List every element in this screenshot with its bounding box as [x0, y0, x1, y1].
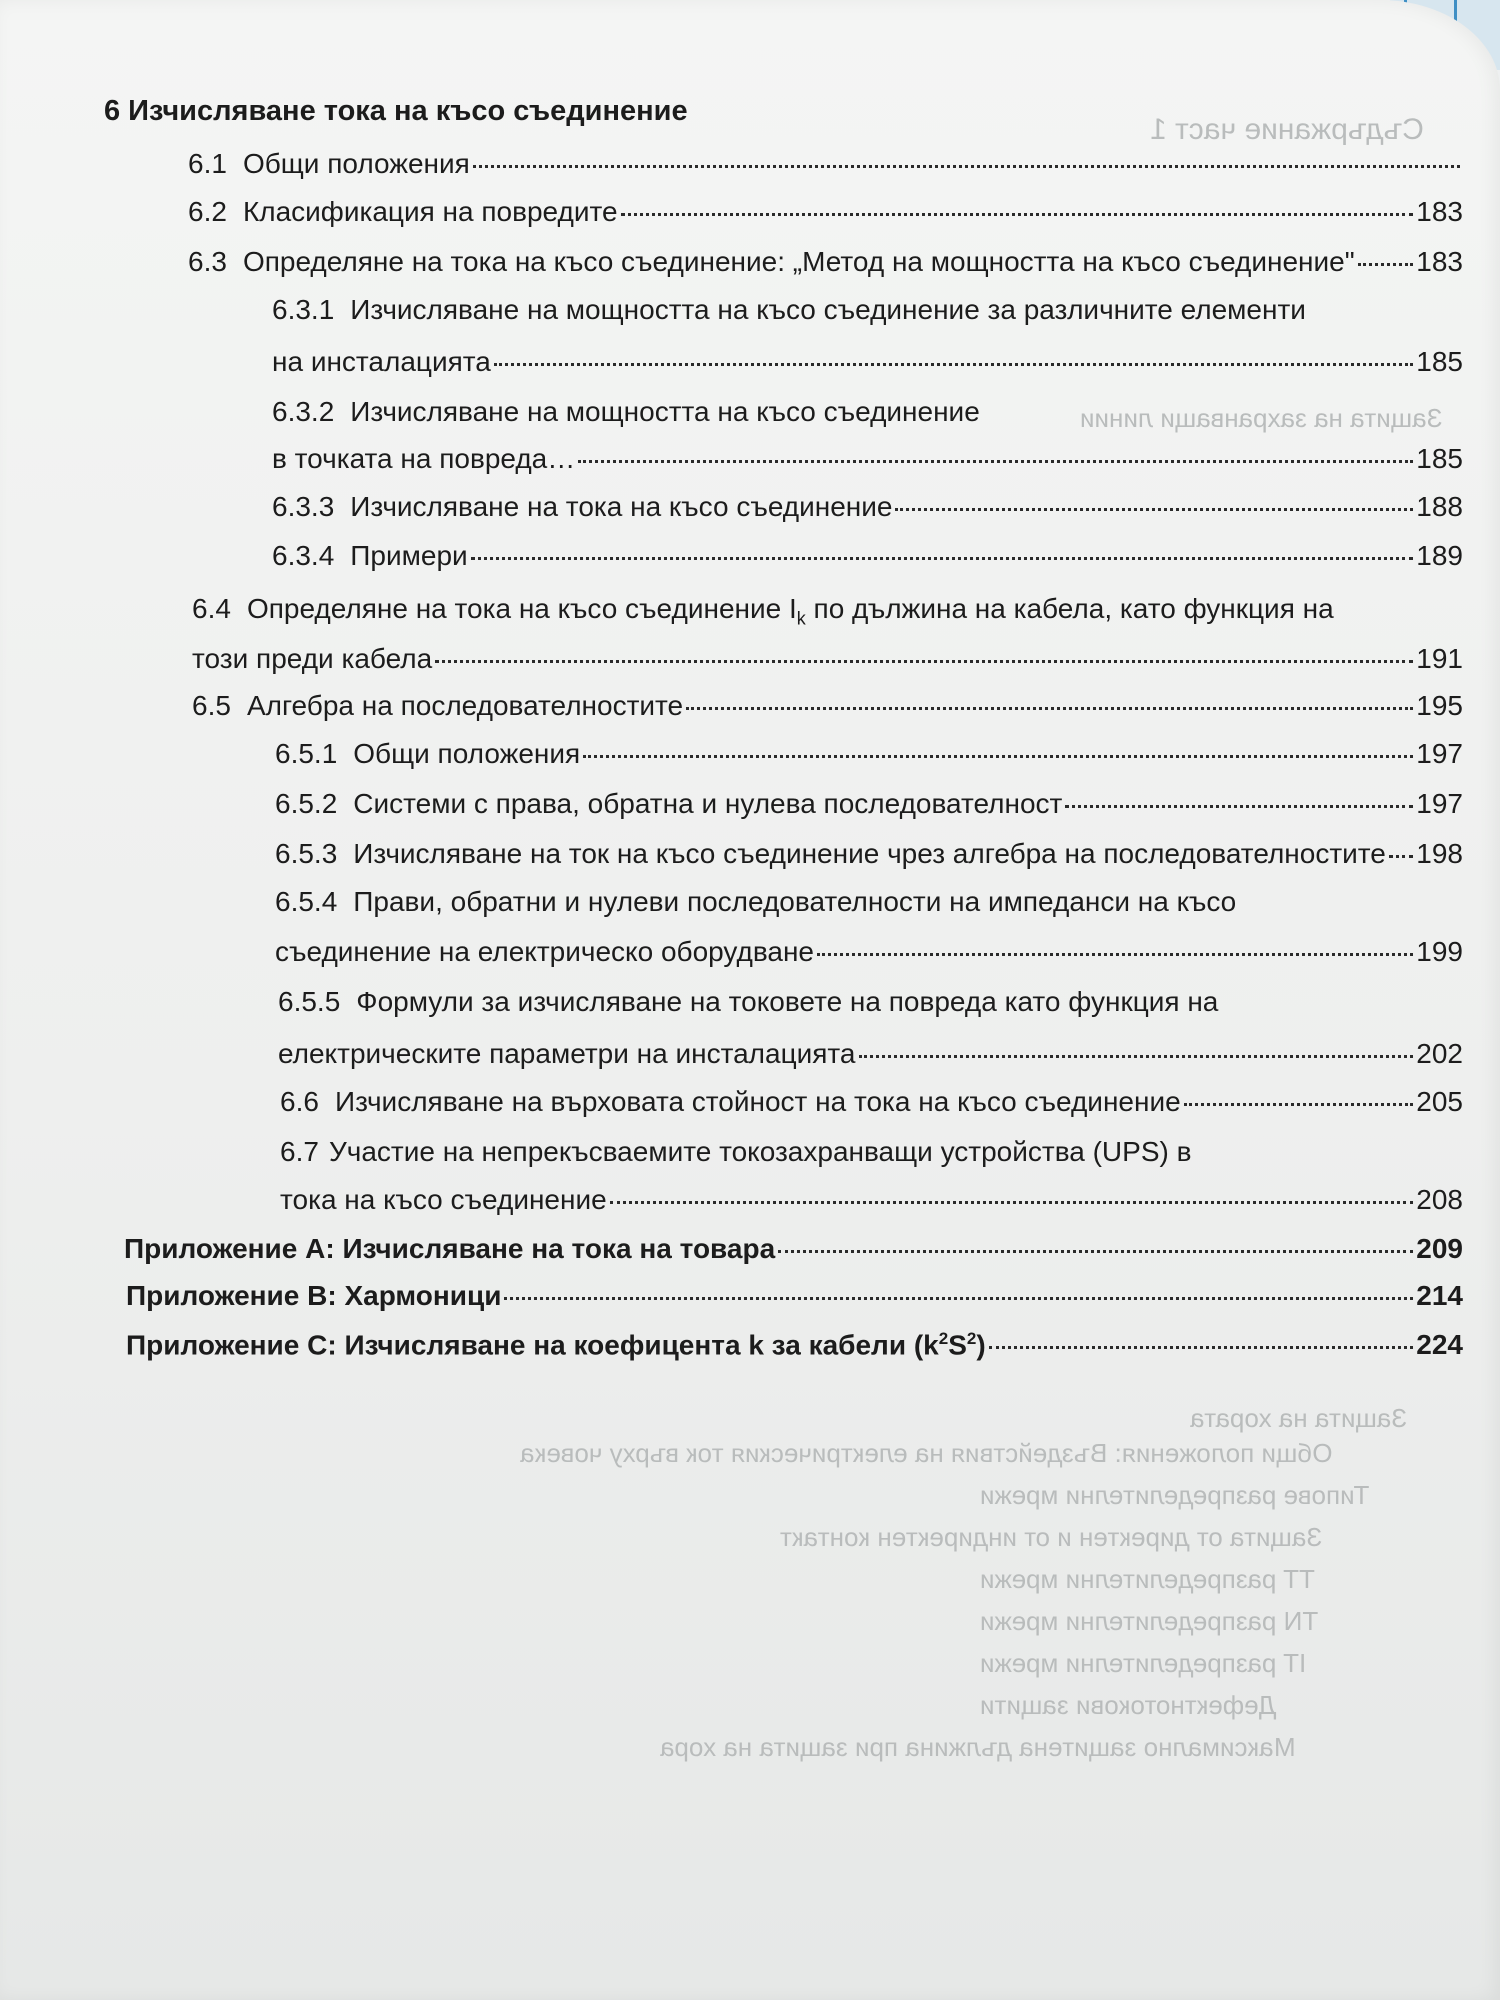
- show-through-text: IT разпределителни мрежи: [980, 1648, 1307, 1678]
- toc-entry-line2[interactable]: този преди кабела 191: [192, 643, 1463, 674]
- toc-entry-line2[interactable]: съединение на електрическо оборудване 199: [275, 936, 1463, 967]
- appendix-entry[interactable]: Приложение В: Хармоници 214: [126, 1280, 1463, 1311]
- toc-entry[interactable]: 6.1 Общи положения: [188, 150, 1463, 178]
- toc-entry[interactable]: 6.2 Класификация на повредите 183: [188, 196, 1463, 227]
- appendix-entry[interactable]: Приложение С: Изчисляване на коефицента k за кабели $(k^2S^2)$ 224: [126, 1329, 1463, 1361]
- toc-entry-line1[interactable]: 6.3.1 Изчисляване на мощността на късо съединение за различните елементи: [272, 294, 1306, 325]
- toc-entry-line2[interactable]: на инсталацията 185: [272, 346, 1463, 377]
- toc-entry[interactable]: 6.5.2 Системи с права, обратна и нулева последователност 197: [275, 788, 1463, 819]
- show-through-text: Защита на хората: [1190, 1403, 1408, 1433]
- toc-entry-line1[interactable]: 6.5.4 Прави, обратни и нулеви последователности на импеданси на късо: [275, 886, 1237, 917]
- toc-entry[interactable]: 6.3.4 Примери 189: [272, 540, 1463, 571]
- toc-entry-line1[interactable]: 6.7 Участие на непрекъсваемите токозахранващи устройства (UPS) в: [280, 1136, 1192, 1167]
- toc-entry[interactable]: 6.5.1 Общи положения 197: [275, 738, 1463, 769]
- show-through-text: Дефектнотокови защити: [980, 1690, 1277, 1720]
- toc-entry-line2[interactable]: електрическите параметри на инсталацията 202: [278, 1038, 1463, 1069]
- show-through-text: Съдържание част 1: [1150, 113, 1424, 146]
- show-through-text: Максимално защитена дължина при защита на хора: [660, 1732, 1296, 1762]
- toc-entry[interactable]: 6.3.3 Изчисляване на тока на късо съединение 188: [272, 491, 1463, 522]
- show-through-text: Защита от директен и от индиректен контакт: [780, 1522, 1323, 1552]
- show-through-text: Общи положения: Въздействия на електрическия ток върху човека: [520, 1438, 1333, 1468]
- toc-entry[interactable]: 6.5 Алгебра на последователностите 195: [192, 690, 1463, 721]
- toc-entry[interactable]: 6.3 Определяне на тока на късо съединение: „Метод на мощността на късо съединение" 183: [188, 246, 1463, 277]
- show-through-text: Типове разпределителни мрежи: [980, 1480, 1370, 1510]
- appendix-entry[interactable]: Приложение А: Изчисляване на тока на товара 209: [124, 1233, 1463, 1264]
- show-through-text: Защита на захранващи линии: [1080, 403, 1443, 433]
- toc-entry-line1[interactable]: 6.3.2 Изчисляване на мощността на късо съединение: [272, 396, 980, 427]
- toc-entry-line2[interactable]: в точката на повреда… 185: [272, 443, 1463, 474]
- chapter-heading: 6 Изчисляване тока на късо съединение: [104, 95, 688, 127]
- toc-entry-line2[interactable]: тока на късо съединение 208: [280, 1184, 1463, 1215]
- toc-entry[interactable]: 6.6 Изчисляване на върховата стойност на тока на късо съединение 205: [280, 1086, 1463, 1117]
- show-through-text: TT разпределителни мрежи: [980, 1564, 1315, 1594]
- show-through-text: TN разпределителни мрежи: [980, 1606, 1319, 1636]
- toc-entry[interactable]: 6.5.3 Изчисляване на ток на късо съединение чрез алгебра на последователностите 198: [275, 838, 1463, 869]
- toc-entry-line1[interactable]: 6.4 Определяне на тока на късо съединение $I_k$ по дължина на кабела, като функция на: [192, 593, 1334, 629]
- toc-entry-line1[interactable]: 6.5.5 Формули за изчисляване на токовете на повреда като функция на: [278, 986, 1219, 1017]
